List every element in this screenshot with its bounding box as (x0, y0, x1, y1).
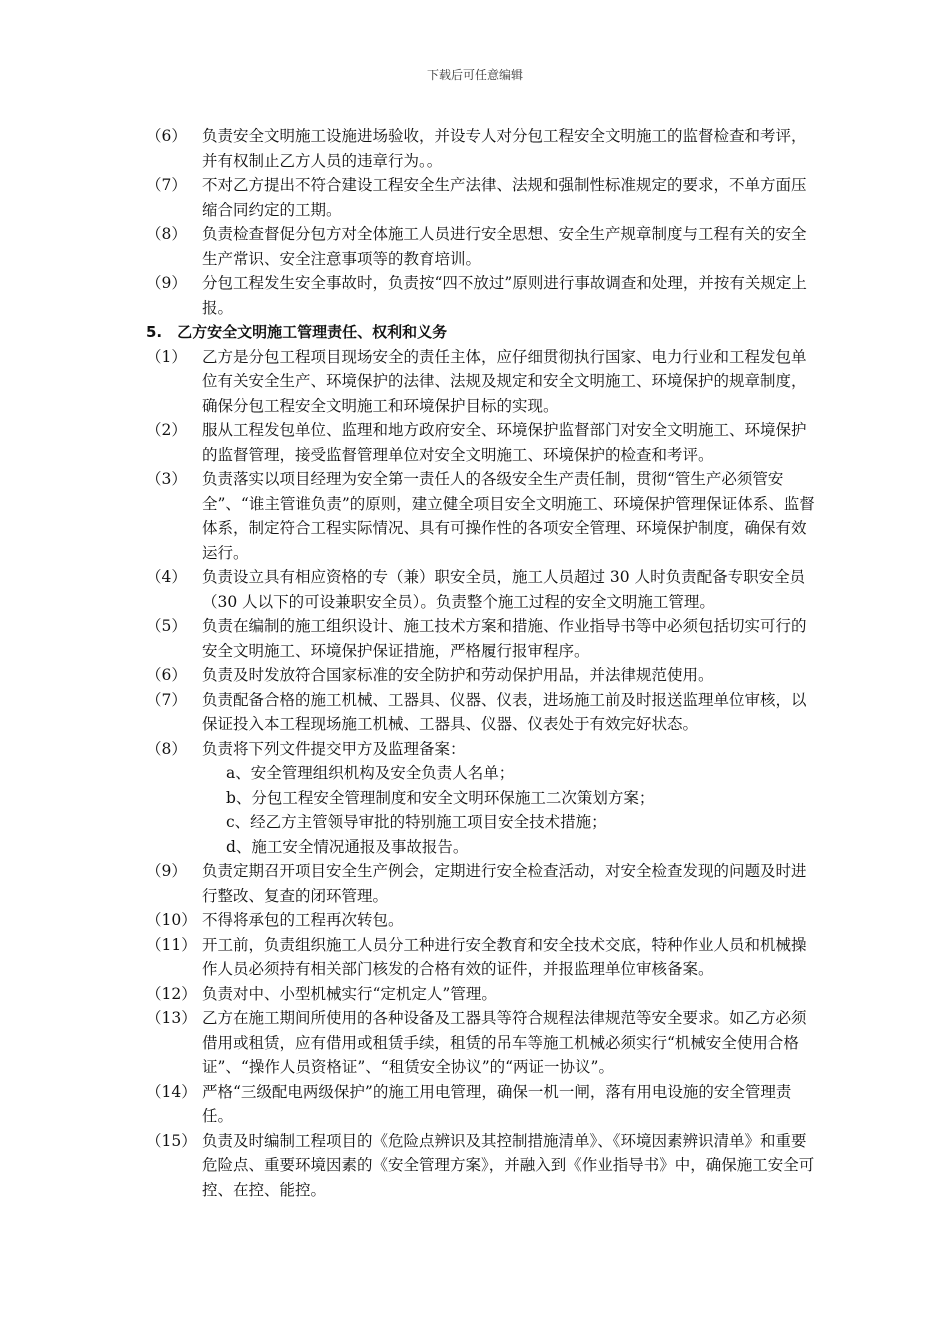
sub-item: b、分包工程安全管理制度和安全文明环保施工二次策划方案； (226, 788, 655, 807)
list-item (146, 908, 818, 933)
sub-item: d、施工安全情况通报及事故报告。 (226, 837, 469, 856)
item-text: 不对乙方提出不符合建设工程安全生产法律、法规和强制性标准规定的要求，不单方面压缩合同约定的工期。 (202, 176, 807, 219)
item-text: 严格“三级配电两级保护”的施工用电管理，确保一机一闸，落有用电设施的安全管理责任。 (202, 1082, 792, 1125)
list-item (146, 982, 818, 1007)
item-text: 服从工程发包单位、监理和地方政府安全、环境保护监督部门对安全文明施工、环境保护的监督管理，接受监督管理单位对安全文明施工、环境保护的检查和考评。 (202, 421, 807, 464)
list-item (146, 565, 818, 614)
item-number: （12） (146, 984, 197, 1003)
item-number: （8） (146, 739, 187, 758)
item-text: 负责检查督促分包方对全体施工人员进行安全思想、安全生产规章制度与工程有关的安全生产常识、安全注意事项等的教育培训。 (202, 225, 807, 268)
list-item (146, 222, 818, 271)
item-text: 分包工程发生安全事故时，负责按“四不放过”原则进行事故调查和处理，并按有关规定上报。 (202, 274, 807, 317)
item-text: 不得将承包的工程再次转包。 (202, 911, 404, 929)
item-text: 负责设立具有相应资格的专（兼）职安全员，施工人员超过 30 人时负责配备专职安全员（30 人以下的可设兼职安全员）。负责整个施工过程的安全文明施工管理。 (202, 568, 806, 611)
item-number: （1） (146, 347, 187, 366)
item-number: （7） (146, 176, 187, 194)
item-text: 乙方是分包工程项目现场安全的责任主体，应仔细贯彻执行国家、电力行业和工程发包单位有关安全生产、环境保护的法律、法规及规定和安全文明施工、环境保护的规章制度，确保分包工程安全文明施工和环境保护目标的实现。 (202, 347, 807, 415)
list-item (146, 1006, 818, 1080)
item-number: （14） (146, 1082, 197, 1101)
list-item (146, 467, 818, 565)
list-item (146, 933, 818, 982)
list-item (146, 345, 818, 419)
item-number: （6） (146, 666, 187, 684)
list-item (146, 124, 818, 173)
sub-item: a、安全管理组织机构及安全负责人名单； (226, 764, 515, 782)
document-body (146, 124, 818, 1202)
page-header: 下载后可任意编辑 (426, 68, 523, 82)
list-item (146, 1129, 818, 1203)
item-number: （6） (146, 127, 187, 145)
list-item (146, 173, 818, 222)
item-text: 负责及时发放符合国家标准的安全防护和劳动保护用品，并法律规范使用。 (202, 666, 714, 684)
item-text: 负责对中、小型机械实行“定机定人”管理。 (202, 984, 497, 1003)
list-item (146, 737, 818, 762)
section-heading: 5. 乙方安全文明施工管理责任、权利和义务 (146, 323, 448, 341)
item-number: （11） (146, 935, 197, 954)
item-number: （9） (146, 862, 187, 880)
list-item (146, 663, 818, 688)
item-text: 负责在编制的施工组织设计、施工技术方案和措施、作业指导书等中必须包括切实可行的安全文明施工、环境保护保证措施，严格履行报审程序。 (202, 617, 807, 660)
item-text: 开工前，负责组织施工人员分工种进行安全教育和安全技术交底，特种作业人员和机械操作人员必须持有相关部门核发的合格有效的证件，并报监理单位审核备案。 (202, 935, 807, 978)
sub-item: c、经乙方主管领导审批的特别施工项目安全技术措施； (226, 813, 607, 831)
item-text: 负责安全文明施工设施进场验收，并设专人对分包工程安全文明施工的监督检查和考评，并有权制止乙方人员的违章行为。。 (202, 127, 807, 170)
item-number: （9） (146, 274, 187, 292)
item-text: 负责定期召开项目安全生产例会，定期进行安全检查活动，对安全检查发现的问题及时进行整改、复查的闭环管理。 (202, 862, 807, 905)
item-number: （15） (146, 1131, 197, 1150)
item-number: （2） (146, 421, 187, 439)
item-text: 负责配备合格的施工机械、工器具、仪器、仪表，进场施工前及时报送监理单位审核，以保证投入本工程现场施工机械、工器具、仪器、仪表处于有效完好状态。 (202, 690, 807, 733)
item-number: （5） (146, 617, 187, 635)
item-text: 负责及时编制工程项目的《危险点辨识及其控制措施清单》、《环境因素辨识清单》和重要危险点、重要环境因素的《安全管理方案》，并融入到《作业指导书》中，确保施工安全可控、在控、能控。 (202, 1131, 815, 1199)
item-number: （10） (146, 911, 197, 929)
item-text: 负责将下列文件提交甲方及监理备案： (202, 739, 466, 758)
item-text: 乙方在施工期间所使用的各种设备及工器具等符合规程法律规范等安全要求。如乙方必须借用或租赁，应有借用或租赁手续，租赁的吊车等施工机械必须实行“机械安全使用合格证”、“操作人员资格证”、“租赁安全协议”的“两证一协议”。 (202, 1009, 807, 1076)
list-item (146, 418, 818, 467)
item-number: （4） (146, 568, 187, 586)
item-number: （3） (146, 470, 187, 488)
item-number: （7） (146, 690, 187, 709)
list-item (146, 614, 818, 663)
list-item (146, 859, 818, 908)
list-item (146, 688, 818, 737)
list-item (146, 1080, 818, 1129)
list-item (146, 271, 818, 320)
item-number: （13） (146, 1009, 197, 1027)
item-text: 负责落实以项目经理为安全第一责任人的各级安全生产责任制，贯彻“管生产必须管安全”、“谁主管谁负责”的原则，建立健全项目安全文明施工、环境保护管理保证体系、监督体系，制定符合工程实际情况、具有可操作性的各项安全管理、环境保护制度，确保有效运行。 (202, 470, 815, 562)
item-number: （8） (146, 225, 187, 243)
